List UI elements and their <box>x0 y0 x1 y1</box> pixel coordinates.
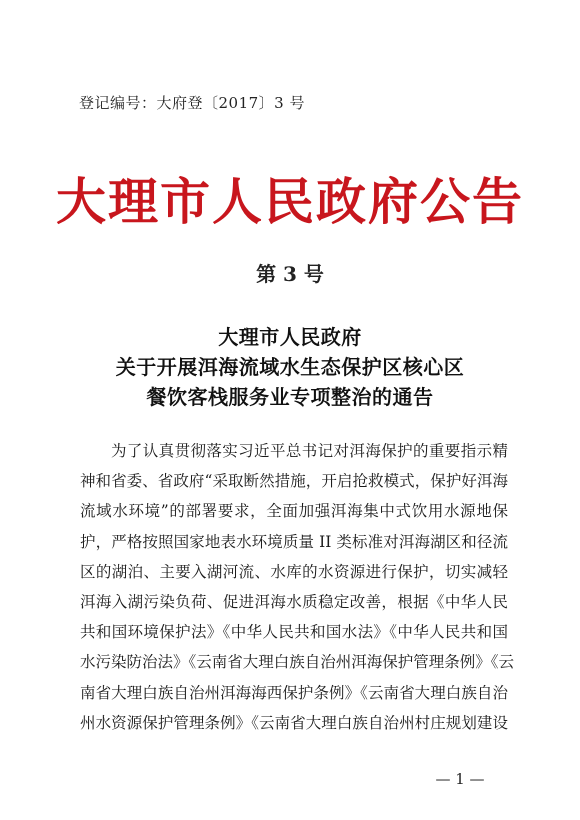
body-line: 神和省委、省政府“采取断然措施，开启抢救模式，保护好洱海 <box>80 472 508 491</box>
headline-line-2: 关于开展洱海流域水生态保护区核心区 <box>115 355 465 379</box>
headline-line-3: 餐饮客栈服务业专项整治的通告 <box>146 385 434 409</box>
body-line: 护，严格按照国家地表水环境质量 II 类标准对洱海湖区和径流 <box>80 532 508 551</box>
document-title: 大理市人民政府公告 <box>56 172 524 231</box>
body-line: 州水资源保护管理条例》《云南省大理白族自治州村庄规划建设 <box>80 713 508 732</box>
document-number: 第 3 号 <box>256 262 324 286</box>
body-text <box>80 436 515 738</box>
body-line: 区的湖泊、主要入湖河流、水库的水资源进行保护，切实减轻 <box>80 562 508 581</box>
body-line: 流域水环境”的部署要求，全面加强洱海集中式饮用水源地保 <box>80 502 508 521</box>
headline-line-1: 大理市人民政府 <box>218 325 362 349</box>
page-number: — 1 — <box>435 770 485 788</box>
body-line: 为了认真贯彻落实习近平总书记对洱海保护的重要指示精 <box>111 442 508 460</box>
body-line: 南省大理白族自治州洱海海西保护条例》《云南省大理白族自治 <box>80 683 508 702</box>
body-line: 水污染防治法》《云南省大理白族自治州洱海保护管理条例》《云 <box>80 653 515 672</box>
body-line: 洱海入湖污染负荷、促进洱海水质稳定改善，根据《中华人民 <box>80 592 508 611</box>
registration-number: 登记编号：大府登〔2017〕3 号 <box>79 94 305 112</box>
body-line: 共和国环境保护法》《中华人民共和国水法》《中华人民共和国 <box>80 623 508 642</box>
